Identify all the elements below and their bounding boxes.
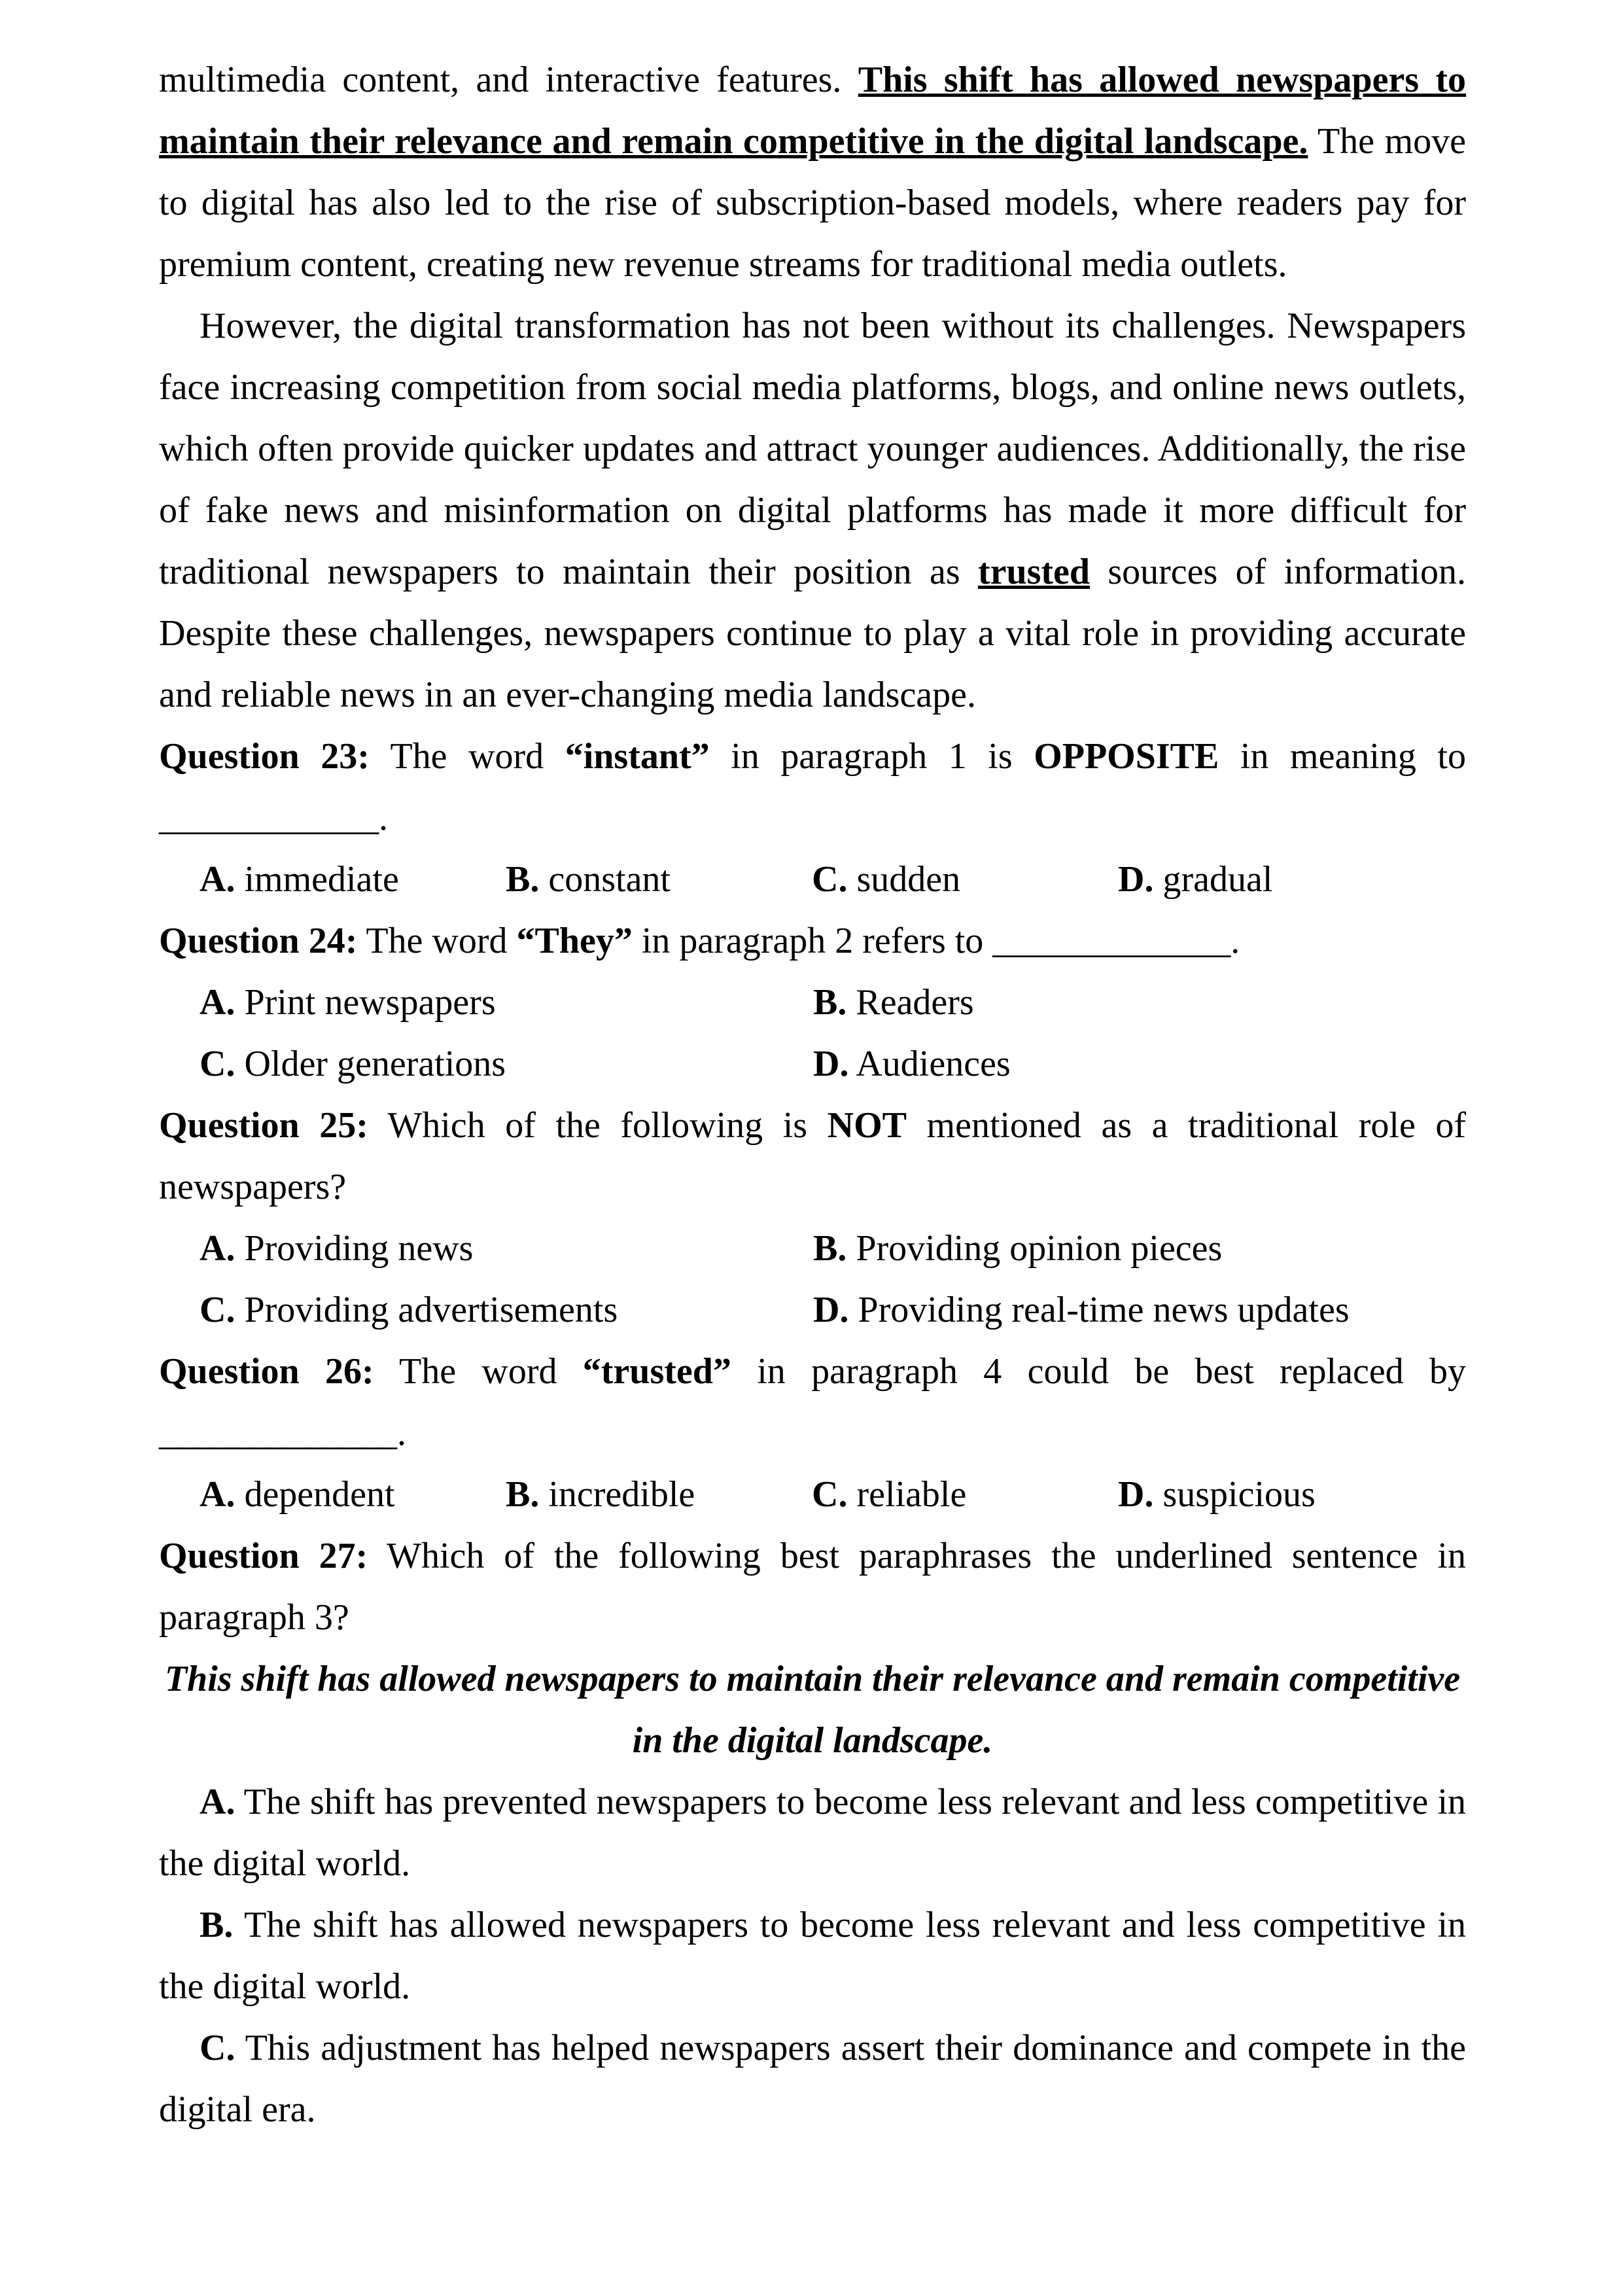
question-25-emphasis: NOT: [827, 1105, 907, 1146]
option-text: constant: [539, 859, 671, 900]
question-25-text: Which of the following is: [368, 1105, 828, 1146]
option-23-c: [812, 849, 1118, 910]
option-text: incredible: [539, 1474, 695, 1515]
question-27-text: Which of the following best paraphrases the underlined sentence in paragraph 3?: [159, 1536, 1466, 1638]
answer-label: A.: [200, 1782, 236, 1822]
option-26-d: [1118, 1464, 1466, 1525]
option-text: Providing opinion pieces: [846, 1228, 1223, 1269]
underlined-sentence: This shift has allowed newspapers to maintain their relevance and remain competitive in the digital landscape.: [159, 60, 1467, 162]
option-label: A.: [200, 982, 236, 1023]
question-26-blank: in paragraph 4 could be best replaced by _____________.: [159, 1351, 1467, 1453]
question-27-answer-b: [159, 1894, 1466, 2017]
option-24-b: [813, 972, 1466, 1033]
question-27-quoted-sentence: [159, 1648, 1466, 1771]
option-24-a: [200, 972, 813, 1033]
question-23-options: [159, 849, 1466, 910]
option-label: B.: [506, 1474, 540, 1515]
passage-text: sources of information. Despite these challenges, newspapers continue to play a vital role in providing accurate and reliable news in an ever-changing media landscape.: [159, 552, 1466, 715]
question-23: [159, 726, 1466, 849]
question-25-label: Question 25:: [159, 1105, 368, 1146]
question-23-keyword: “instant”: [565, 736, 710, 777]
option-label: C.: [200, 1044, 236, 1084]
option-text: suspicious: [1153, 1474, 1316, 1515]
question-23-blank: in meaning to ____________.: [159, 736, 1466, 838]
option-text: immediate: [235, 859, 399, 900]
option-25-b: [813, 1218, 1466, 1279]
answer-text: The shift has prevented newspapers to become less relevant and less competitive in the digital world.: [159, 1782, 1466, 1884]
option-label: D.: [1118, 859, 1154, 900]
question-24: [159, 910, 1466, 972]
option-text: Providing advertisements: [235, 1290, 618, 1330]
option-23-a: [200, 849, 506, 910]
option-label: B.: [813, 1228, 847, 1269]
option-25-c: [200, 1279, 813, 1341]
option-text: sudden: [847, 859, 961, 900]
option-25-d: [813, 1279, 1466, 1341]
underlined-word-trusted: trusted: [977, 552, 1091, 592]
question-24-blank: in paragraph 2 refers to _____________.: [632, 921, 1240, 961]
passage-text: multimedia content, and interactive features.: [159, 60, 858, 100]
question-24-label: Question 24:: [159, 921, 358, 961]
question-24-text: The word: [357, 921, 517, 961]
question-23-label: Question 23:: [159, 736, 370, 777]
option-label: D.: [1118, 1474, 1154, 1515]
question-25-text: mentioned as a traditional role of newspapers?: [159, 1105, 1467, 1207]
answer-label: B.: [200, 1905, 234, 1945]
passage-paragraph-digital-shift: [159, 49, 1466, 295]
question-23-text: The word: [369, 736, 565, 777]
option-26-c: [812, 1464, 1118, 1525]
question-27-answer-a: [159, 1771, 1466, 1894]
question-25-options-row-1: [159, 1218, 1466, 1279]
option-text: Older generations: [235, 1044, 506, 1084]
question-27-label: Question 27:: [159, 1536, 368, 1576]
option-label: A.: [200, 1474, 236, 1515]
question-23-emphasis: OPPOSITE: [1034, 736, 1219, 777]
option-text: reliable: [847, 1474, 967, 1515]
question-26-options: [159, 1464, 1466, 1525]
question-26-label: Question 26:: [159, 1351, 374, 1392]
option-text: dependent: [235, 1474, 395, 1515]
option-26-a: [200, 1464, 506, 1525]
option-label: C.: [812, 859, 848, 900]
option-label: B.: [506, 859, 540, 900]
question-27-answer-c: [159, 2017, 1466, 2140]
question-23-text: in paragraph 1 is: [709, 736, 1034, 777]
answer-text: This adjustment has helped newspapers assert their dominance and compete in the digital era.: [159, 2028, 1466, 2130]
option-text: Providing news: [235, 1228, 474, 1269]
question-26: [159, 1341, 1466, 1464]
quote-text: This shift has allowed newspapers to maintain their relevance and remain competitive in the digital landscape.: [164, 1659, 1461, 1761]
option-label: A.: [200, 1228, 236, 1269]
option-text: gradual: [1153, 859, 1273, 900]
option-23-b: [506, 849, 812, 910]
passage-paragraph-challenges: [159, 295, 1466, 726]
option-26-b: [506, 1464, 812, 1525]
answer-label: C.: [200, 2028, 236, 2068]
question-25-options-row-2: [159, 1279, 1466, 1341]
question-26-keyword: “trusted”: [582, 1351, 731, 1392]
passage-text: The move to digital has also led to the rise of subscription-based models, where readers pay for premium content, creating new revenue streams for traditional media outlets.: [159, 121, 1466, 285]
option-text: Providing real-time news updates: [848, 1290, 1350, 1330]
question-24-options-row-2: [159, 1033, 1466, 1095]
question-24-options-row-1: [159, 972, 1466, 1033]
option-24-c: [200, 1033, 813, 1095]
question-24-keyword: “They”: [516, 921, 633, 961]
option-label: D.: [813, 1290, 849, 1330]
passage-text: However, the digital transformation has not been without its challenges. Newspapers face increasing competition from social media platforms, blogs, and online news outlets, which often provide quicker updates and attract younger audiences. Additionally, the rise of fake news and misinformation on digital platforms has made it more difficult for traditional newspapers to maintain their position as: [159, 306, 1466, 592]
option-label: D.: [813, 1044, 849, 1084]
option-label: C.: [200, 1290, 236, 1330]
option-text: Readers: [846, 982, 974, 1023]
option-23-d: [1118, 849, 1466, 910]
answer-text: The shift has allowed newspapers to become less relevant and less competitive in the digital world.: [159, 1905, 1466, 2007]
option-24-d: [813, 1033, 1466, 1095]
question-26-text: The word: [374, 1351, 583, 1392]
option-label: B.: [813, 982, 847, 1023]
option-label: C.: [812, 1474, 848, 1515]
option-label: A.: [200, 859, 236, 900]
option-text: Audiences: [848, 1044, 1011, 1084]
option-25-a: [200, 1218, 813, 1279]
option-text: Print newspapers: [235, 982, 496, 1023]
question-25: [159, 1095, 1466, 1218]
question-27: [159, 1525, 1466, 1648]
